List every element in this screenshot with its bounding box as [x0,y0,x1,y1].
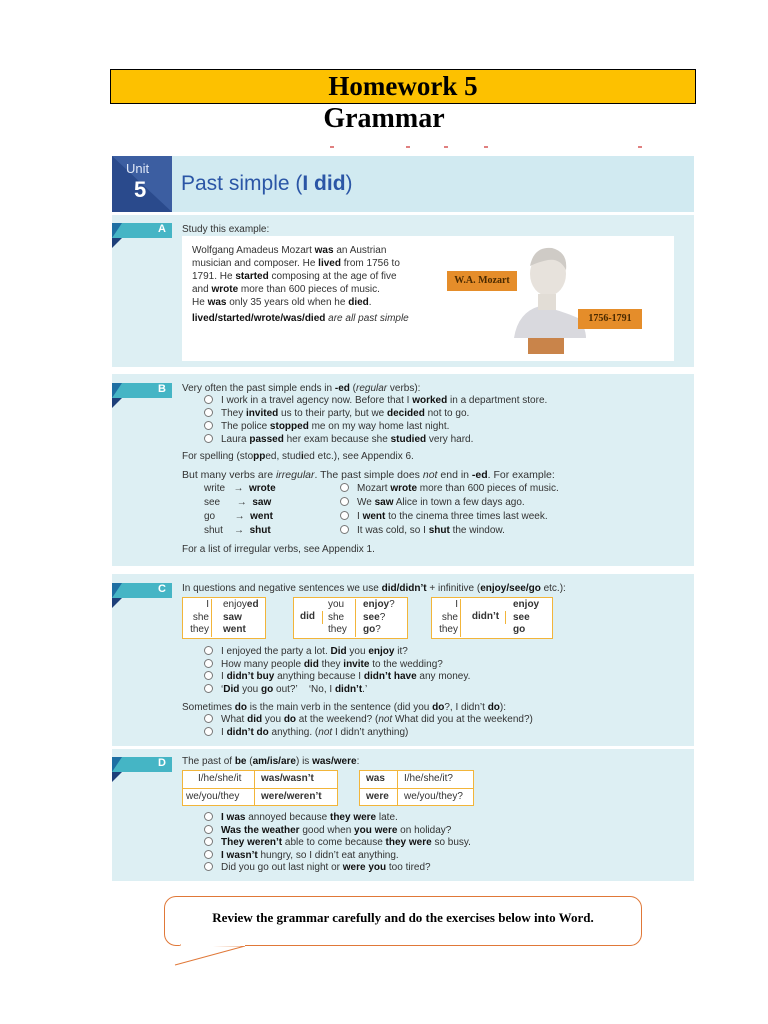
bullet-icon [204,812,213,821]
irregular-intro: But many verbs are irregular. The past simple does not end in -ed. For example: [182,469,555,481]
unit-badge [112,156,172,212]
section-d-intro: The past of be (am/is/are) is was/were: [182,756,360,767]
section-c-intro: In questions and negative sentences we use did/didn’t + infinitive (enjoy/see/go etc.): [182,583,566,594]
bullet-icon [340,525,349,534]
bullet-icon [204,395,213,404]
cropped-line-fragment [320,146,650,150]
bullet-icon [204,837,213,846]
section-b-footer: For a list of irregular verbs, see Appendix 1. [182,544,375,555]
bullet-icon [204,714,213,723]
page-subtitle: Grammar [323,103,445,134]
irregular-verbs-list: write → wrote see → saw go → went shut → shut [204,483,276,536]
bullet-icon [204,434,213,443]
bullet-icon [340,497,349,506]
bullet-icon [204,421,213,430]
instruction-callout: Review the grammar carefully and do the exercises below into Word. [164,896,642,946]
section-b-intro: Very often the past simple ends in -ed (regular verbs): [182,383,421,394]
section-b-examples: I work in a travel agency now. Before that I worked in a department store. They invited us to their party, but we decided not to go. The police stopped me on my way home last night. Laura passed her exam because she studied very hard. [204,394,547,446]
bullet-icon [204,862,213,871]
callout-tail [170,940,260,970]
mozart-text: Wolfgang Amadeus Mozart was an Austrian musician and composer. He lived from 1756 to 1791. He started composing at the age of five and wrote more than 600 pieces of music. He was only 35 years old when he died. [192,245,400,308]
bullet-icon [204,850,213,859]
section-c-examples-2: What did you do at the weekend? (not What did you at the weekend?) I didn’t do anything. (not I didn’t anything) [204,714,533,739]
section-b-tab: B [112,383,172,398]
main-verb-note: Sometimes do is the main verb in the sentence (did you do?, I didn’t do): [182,702,507,713]
unit-title: Past simple (I did) [181,172,353,195]
section-c-tab: C [112,583,172,598]
unit-label: Unit [126,161,150,176]
bullet-icon [204,408,213,417]
date-tag: 1756-1791 [578,309,642,329]
irregular-examples: Mozart wrote more than 600 pieces of music. We saw Alice in town a few days ago. I went to the cinema three times last week. It was cold, so I shut the window. [340,482,559,538]
section-c-examples: I enjoyed the party a lot. Did you enjoy it? How many people did they invite to the wedding? I didn’t buy anything because I didn’t have any money. ‘Did you go out?’ ‘No, I didn’t.’ [204,646,470,696]
bullet-icon [204,646,213,655]
section-a-intro: Study this example: [182,224,270,235]
section-d-examples: I was annoyed because they were late. Was the weather good when you were on holiday? They weren’t able to come because they were so busy. I wasn’t hungry, so I didn’t eat anything. Did you go out last night or were you too tired? [204,812,471,875]
bullet-icon [340,483,349,492]
section-d-tab: D [112,757,172,772]
spelling-note: For spelling (stopped, studied etc.), see Appendix 6. [182,451,414,462]
bullet-icon [340,511,349,520]
bullet-icon [204,684,213,693]
bullet-icon [204,671,213,680]
name-tag: W.A. Mozart [447,271,517,291]
bullet-icon [204,727,213,736]
bullet-icon [204,825,213,834]
unit-number: 5 [134,177,147,202]
page-title: Homework 5 [110,69,696,104]
mozart-bust-image [500,240,610,360]
section-a-tab: A [112,223,172,238]
summary-line: lived/started/wrote/was/died are all past simple [192,313,409,324]
bullet-icon [204,659,213,668]
